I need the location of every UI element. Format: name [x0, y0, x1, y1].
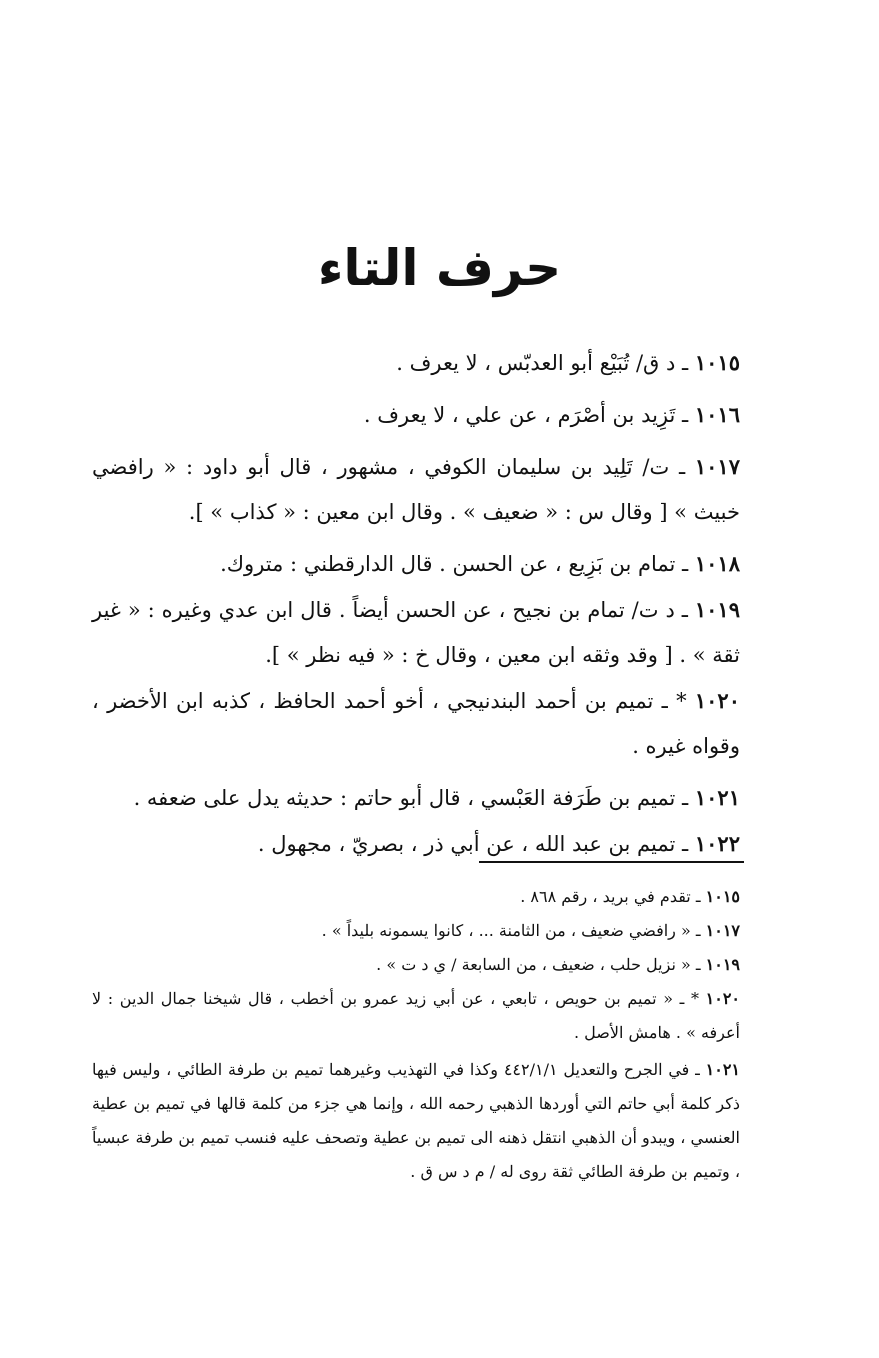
entry-text: * ـ تميم بن أحمد البندنيجي ، أخو أحمد الحافظ ، كذبه ابن الأخضر ، وقواه غيره . — [92, 689, 740, 758]
entry-1018 — [92, 541, 740, 587]
entry-number: ١٠١٨ — [694, 551, 740, 576]
footnote-divider — [479, 861, 744, 863]
entry-1019 — [92, 587, 740, 678]
footnote-1021 — [92, 1053, 740, 1189]
footnote-1020 — [92, 982, 740, 1050]
entry-text: ـ د ت/ تمام بن نجيح ، عن الحسن أيضاً . قال ابن عدي وغيره : « غير ثقة » . [ وقد وثقه ابن معين ، وقال خ : « فيه نظر » ]. — [92, 598, 740, 667]
footnote-text: ـ « رافضي ضعيف ، من الثامنة ... ، كانوا يسمونه بليداً » . — [321, 921, 706, 940]
entry-1020 — [92, 678, 740, 769]
entry-number: ١٠٢٢ — [694, 831, 740, 856]
entry-text: ـ تَزِيد بن أصْرَم ، عن علي ، لا يعرف . — [363, 403, 695, 427]
entry-1021 — [92, 775, 740, 821]
main-text — [92, 340, 740, 867]
footnote-text: ـ « نزيل حلب ، ضعيف ، من السابعة / ي د ت » . — [376, 955, 706, 974]
footnote-1017 — [92, 914, 740, 948]
entry-number: ١٠١٩ — [694, 597, 740, 622]
footnote-number: ١٠٢١ — [705, 1060, 741, 1079]
footnote-text: * ـ « تميم بن حويص ، تابعي ، عن أبي زيد عمرو بن أخطب ، قال شيخنا جمال الدين : لا أعرفه » . هامش الأصل . — [92, 989, 740, 1042]
entry-number: ١٠٢١ — [694, 785, 740, 810]
entry-number: ١٠١٦ — [694, 402, 740, 427]
footnote-number: ١٠١٩ — [705, 955, 740, 974]
entry-text: ـ د ق/ تُبَيْع أبو العدبّس ، لا يعرف . — [396, 351, 695, 375]
footnote-1019 — [92, 948, 740, 982]
footnotes — [92, 880, 740, 1189]
footnote-number: ١٠١٥ — [705, 887, 740, 906]
footnote-text: ـ تقدم في بريد ، رقم ٨٦٨ . — [520, 887, 706, 906]
entry-1017 — [92, 444, 740, 535]
entry-number: ١٠١٧ — [694, 454, 740, 479]
entry-text: ـ تميم بن عبد الله ، عن أبي ذر ، بصريّ ، مجهول . — [257, 832, 695, 856]
entry-number: ١٠٢٠ — [694, 688, 740, 713]
entry-text: ـ ت/ تَلِيد بن سليمان الكوفي ، مشهور ، قال أبو داود : « رافضي خبيث » [ وقال س : « ضعيف » . وقال ابن معين : « كذاب » ]. — [92, 455, 740, 524]
entry-text: ـ تمام بن بَزِيع ، عن الحسن . قال الدارقطني : متروك. — [220, 552, 695, 576]
footnote-number: ١٠٢٠ — [705, 989, 740, 1008]
entry-1015 — [92, 340, 740, 386]
chapter-title: حرف التاء — [317, 239, 562, 297]
entry-number: ١٠١٥ — [694, 350, 740, 375]
entry-text: ـ تميم بن طَرَفة العَبْسي ، قال أبو حاتم : حديثه يدل على ضعفه . — [133, 786, 695, 810]
entry-1016 — [92, 392, 740, 438]
footnote-1015 — [92, 880, 740, 914]
footnote-text: ـ في الجرح والتعديل ٤٤٢/١/١ وكذا في التهذيب وغيرهما تميم بن طرفة الطائي ، وليس فيها ذكر كلمة أبي حاتم التي أوردها الذهبي رحمه الله ، وإنما هي جزء من كلمة قالها في تميم بن عطية العنسي ، ويبدو أن الذهبي انتقل ذهنه الى تميم بن عطية وتصحف عليه فنسب تميم بن طرفة عبسياً ، وتميم بن طرفة الطائي ثقة روى له / م د س ق . — [92, 1060, 740, 1181]
footnote-number: ١٠١٧ — [705, 921, 740, 940]
